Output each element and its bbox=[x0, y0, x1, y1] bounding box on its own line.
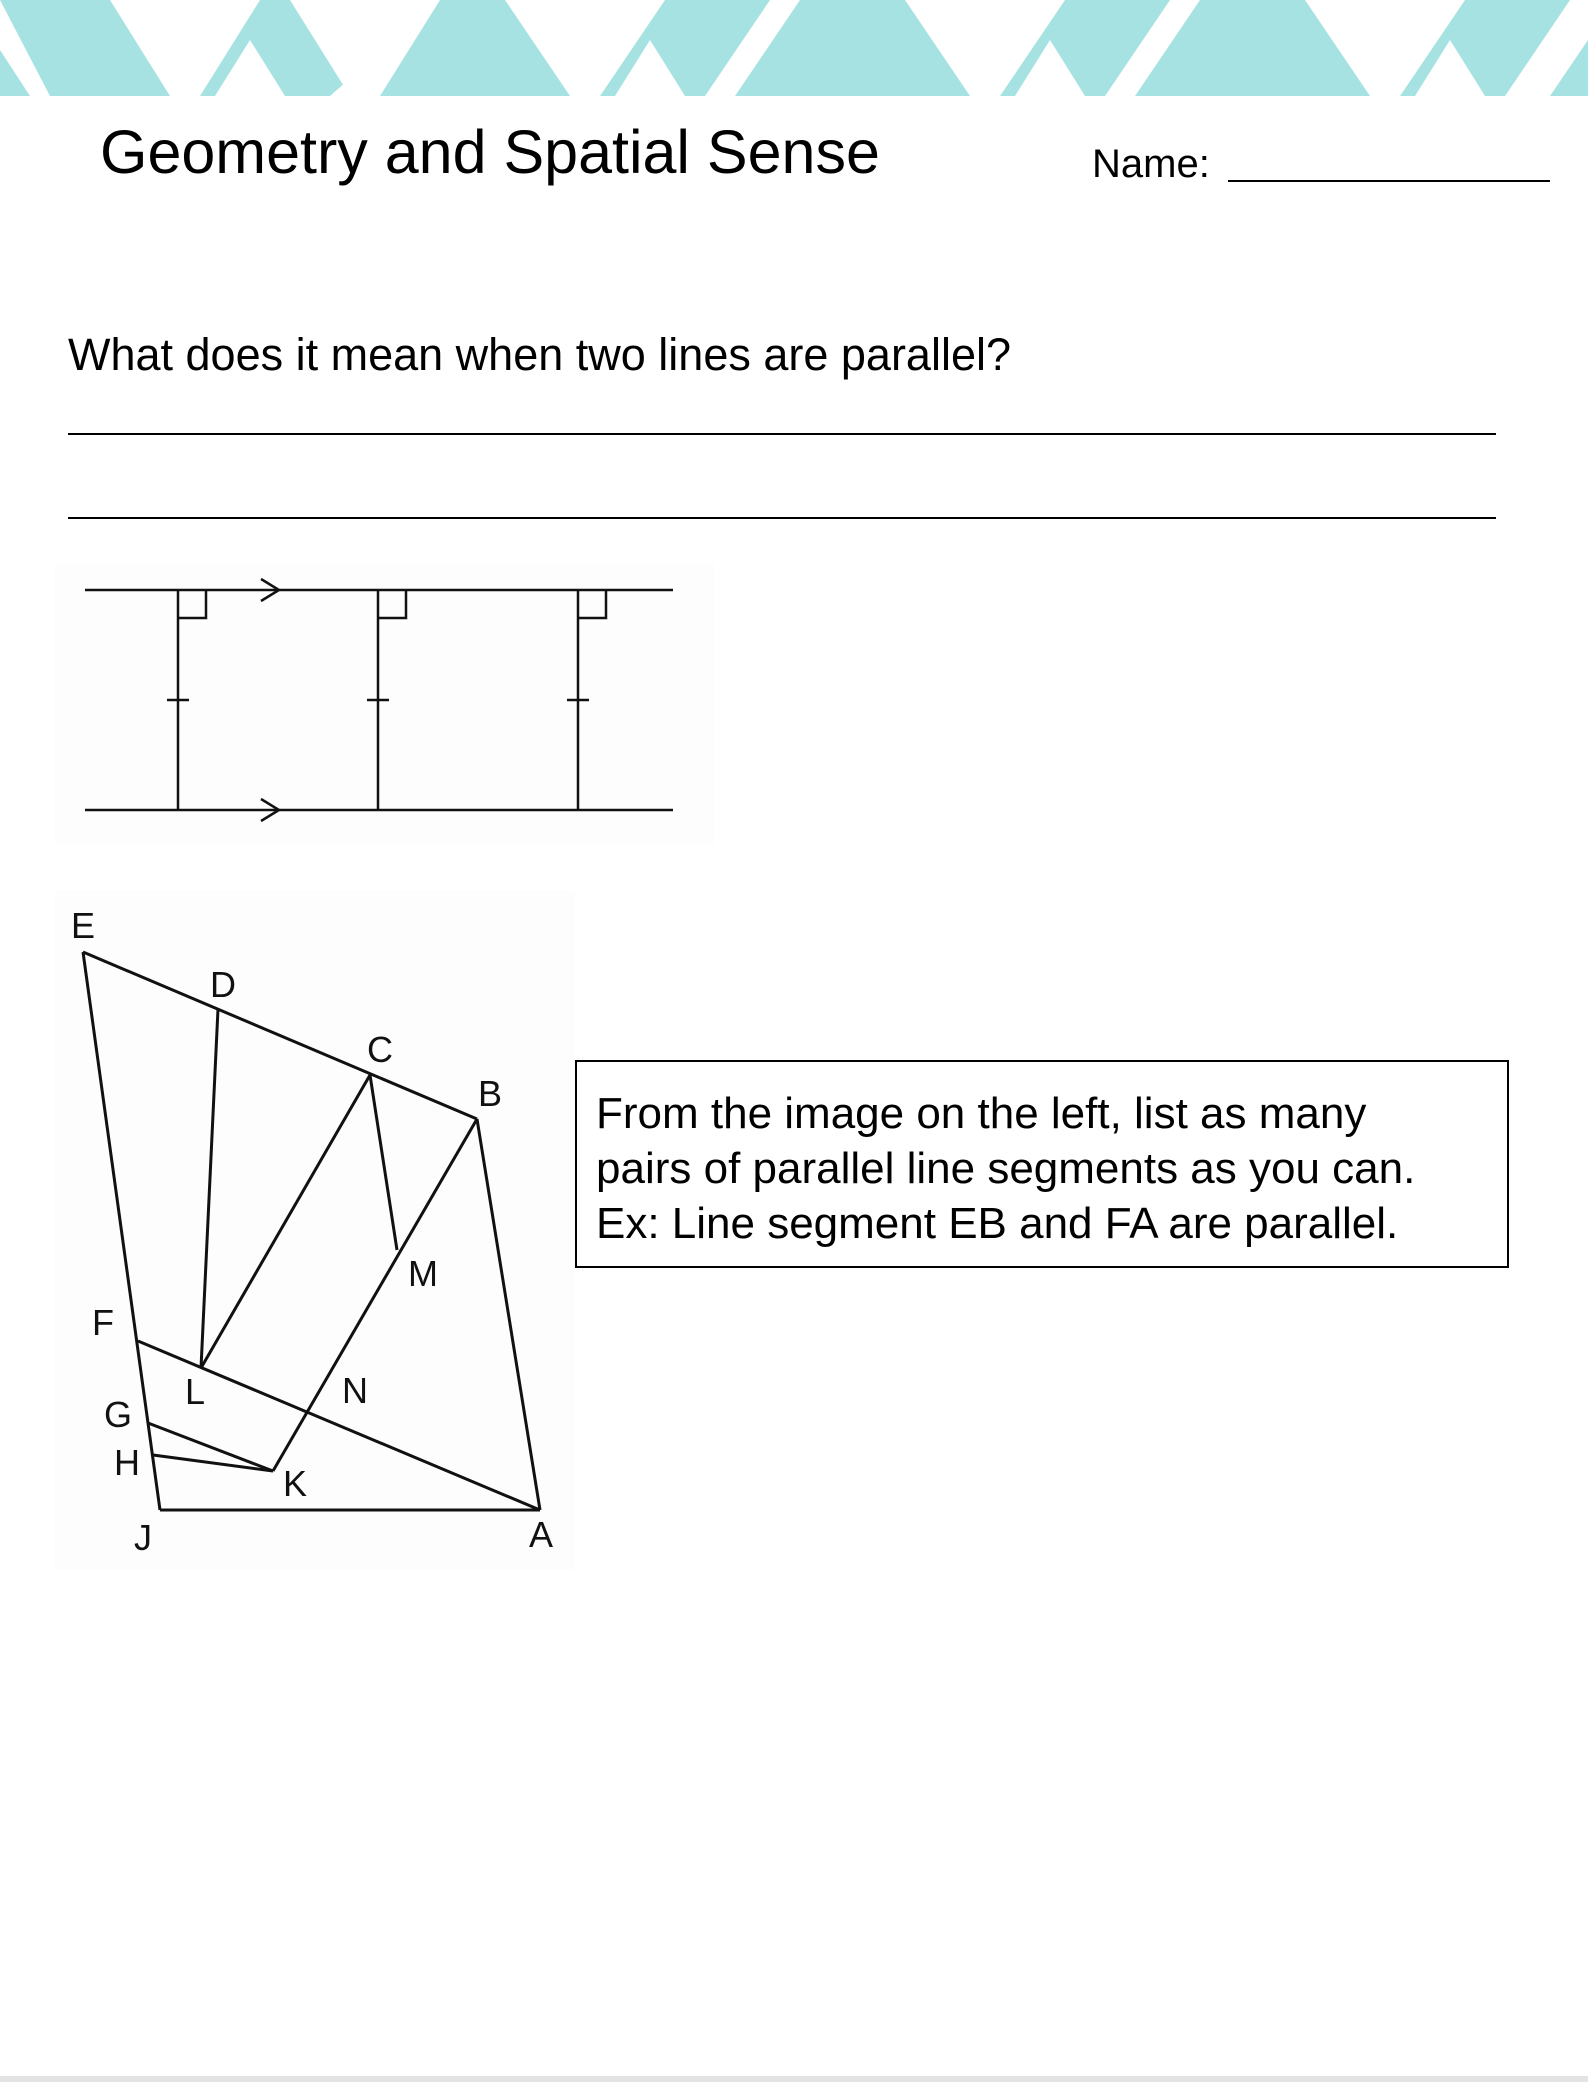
instruction-box bbox=[575, 1060, 1509, 1268]
answer-line-2[interactable] bbox=[68, 517, 1496, 519]
point-label-G: G bbox=[103, 1394, 133, 1435]
chevron-banner bbox=[0, 0, 1588, 96]
answer-line-1[interactable] bbox=[68, 433, 1496, 435]
point-label-N: N bbox=[342, 1370, 368, 1411]
point-label-F: F bbox=[92, 1302, 114, 1343]
point-label-C: C bbox=[367, 1029, 393, 1070]
name-input-line[interactable] bbox=[1228, 180, 1550, 182]
point-label-E: E bbox=[70, 905, 96, 946]
point-label-H: H bbox=[114, 1442, 140, 1483]
parallel-lines-figure bbox=[55, 565, 715, 845]
name-label: Name: bbox=[1092, 142, 1210, 186]
instruction-line-1: From the image on the left, list as many bbox=[596, 1089, 1367, 1138]
question-text: What does it mean when two lines are parallel? bbox=[68, 329, 1012, 380]
page-bottom-edge bbox=[0, 2076, 1588, 2082]
point-label-L: L bbox=[184, 1371, 206, 1412]
segments-figure bbox=[55, 890, 575, 1570]
point-label-M: M bbox=[408, 1253, 438, 1294]
point-label-A: A bbox=[528, 1514, 554, 1555]
point-label-J: J bbox=[134, 1517, 152, 1558]
point-label-K: K bbox=[282, 1463, 308, 1504]
page-title: Geometry and Spatial Sense bbox=[100, 118, 880, 186]
point-label-B: B bbox=[477, 1073, 503, 1114]
instruction-line-2: pairs of parallel line segments as you can. bbox=[596, 1144, 1416, 1193]
instruction-line-3: Ex: Line segment EB and FA are parallel. bbox=[596, 1199, 1399, 1248]
figure-background bbox=[55, 565, 715, 845]
point-label-D: D bbox=[210, 964, 236, 1005]
